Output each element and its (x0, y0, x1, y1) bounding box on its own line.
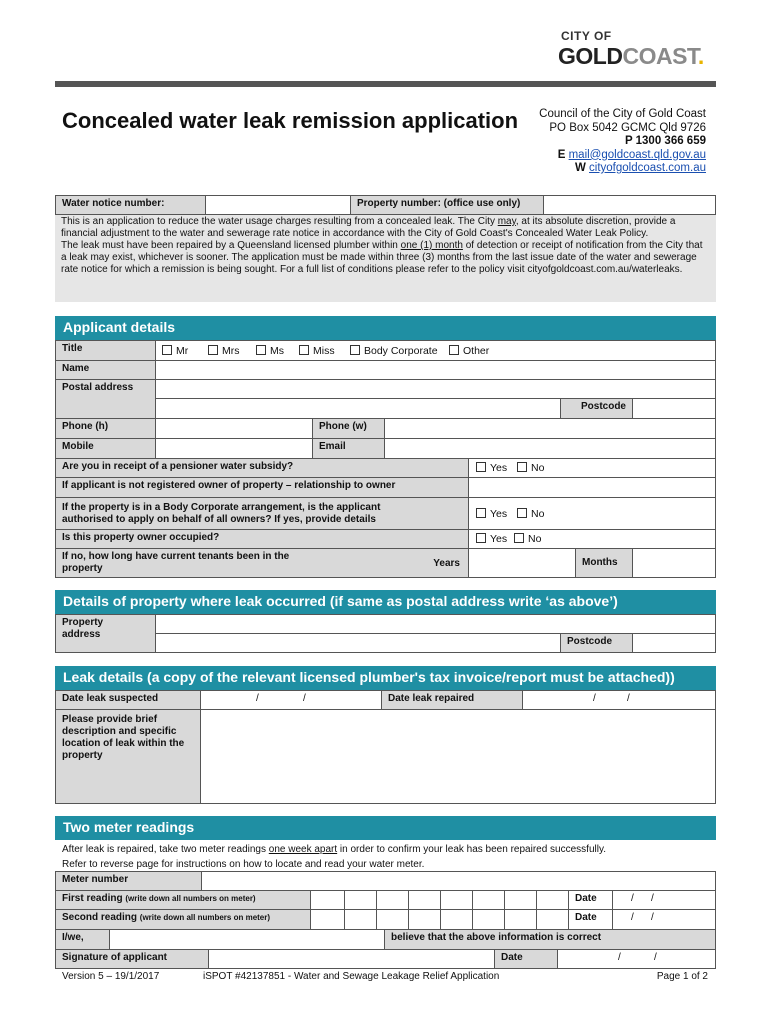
second-date-label: Date (568, 909, 613, 930)
title-label: Title (55, 340, 156, 361)
signature-date-label: Date (494, 949, 558, 969)
pensioner-yes[interactable] (476, 462, 507, 474)
intro-p2b: of detection or receipt of notification from the City that a leak may exist, whichever is sooner. The application must be made within three (3) months from the last issue date of the water and sewerage rate notice for which a remission is being sought. For a full list of conditions please refer to the policy visit cityofgoldcoast.com.au/waterleaks. (61, 240, 703, 275)
signature-date-slash-1: / (618, 952, 621, 963)
owner-occupied-no[interactable] (514, 533, 541, 545)
footer-ispot: iSPOT #42137851 - Water and Sewage Leakage Relief Application (203, 971, 500, 982)
leak-heading: Leak details (a copy of the relevant licensed plumber's tax invoice/report must be attached)) (55, 666, 716, 690)
body-corporate-no[interactable] (517, 508, 544, 520)
title-miss[interactable] (299, 345, 335, 357)
contact-org: Council of the City of Gold Coast (539, 108, 706, 120)
leak-description-field[interactable] (200, 709, 716, 804)
intro-p1a: This is an application to reduce the water usage charges resulting from a concealed leak. The City (61, 216, 498, 227)
pensioner-question: Are you in receipt of a pensioner water subsidy? (55, 458, 469, 478)
body-corporate-no-label: No (531, 508, 545, 520)
logo-coast: COAST (622, 43, 698, 69)
meter-instructions-2: Refer to reverse page for instructions on how to locate and read your water meter. (62, 859, 425, 870)
first-date-field[interactable] (612, 890, 716, 910)
date-suspected-label: Date leak suspected (55, 690, 201, 710)
checkbox-icon (517, 462, 527, 472)
second-reading-hint: (write down all numbers on meter) (139, 913, 271, 922)
second-reading-text: Second reading (62, 912, 138, 923)
body-corporate-yes[interactable] (476, 508, 507, 520)
title-body-corporate[interactable] (350, 345, 438, 357)
property-address-field-1[interactable] (155, 614, 716, 634)
date-suspected-slash-2: / (303, 693, 306, 704)
checkbox-icon (350, 345, 360, 355)
title-mrs[interactable] (208, 345, 240, 357)
contact-block (539, 108, 706, 176)
first-reading-hint: (write down all numbers on meter) (125, 894, 256, 903)
name-field[interactable] (155, 360, 716, 380)
title-ms[interactable] (256, 345, 284, 357)
first-reading-digit[interactable] (536, 890, 569, 910)
contact-po: PO Box 5042 GCMC Qld 9726 (549, 121, 706, 134)
web-prefix: W (574, 162, 590, 174)
contact-phone: P 1300 366 659 (624, 135, 706, 147)
date-suspected-slash-1: / (256, 693, 259, 704)
mobile-label: Mobile (55, 438, 156, 459)
signature-date-field[interactable] (557, 949, 716, 969)
postal-address-field-1[interactable] (155, 379, 716, 399)
meter-heading: Two meter readings (55, 816, 716, 840)
postcode-label: Postcode (560, 398, 633, 419)
mobile-field[interactable] (155, 438, 313, 459)
signature-label: Signature of applicant (55, 949, 209, 969)
second-reading-digit[interactable] (408, 909, 441, 930)
leak-description-label-text: Please provide brief description and specific location of leak within the property (62, 714, 185, 761)
second-date-slash-2: / (651, 912, 654, 923)
checkbox-icon (449, 345, 459, 355)
second-reading-digit[interactable] (440, 909, 473, 930)
meter-number-label: Meter number (55, 871, 202, 891)
first-date-slash-1: / (631, 893, 634, 904)
checkbox-icon (476, 462, 486, 472)
date-repaired-label: Date leak repaired (381, 690, 523, 710)
intro-p1u: may (497, 216, 516, 227)
body-corporate-yes-label: Yes (490, 508, 508, 520)
second-reading-digit[interactable] (472, 909, 505, 930)
relationship-label: If applicant is not registered owner of property – relationship to owner (55, 477, 469, 498)
iwe-field[interactable] (109, 929, 385, 950)
logo-city-of: CITY OF (561, 29, 612, 43)
first-reading-digit[interactable] (408, 890, 441, 910)
owner-occupied-yes-label: Yes (490, 533, 508, 545)
first-date-slash-2: / (651, 893, 654, 904)
signature-field[interactable] (208, 949, 495, 969)
first-reading-digit[interactable] (440, 890, 473, 910)
meter-text1b: in order to confirm your leak has been repaired successfully. (337, 844, 606, 855)
signature-date-slash-2: / (654, 952, 657, 963)
title-other[interactable] (449, 345, 489, 357)
title-ms-label: Ms (270, 345, 284, 357)
second-reading-digit[interactable] (376, 909, 409, 930)
second-reading-digit[interactable] (310, 909, 345, 930)
second-reading-label (55, 909, 311, 930)
header-rule (55, 81, 716, 87)
meter-instructions-1 (62, 842, 606, 857)
checkbox-icon (299, 345, 309, 355)
title-mr[interactable] (162, 345, 188, 357)
first-reading-text: First reading (62, 893, 123, 904)
phone-h-label: Phone (h) (55, 418, 156, 439)
second-date-slash-1: / (631, 912, 634, 923)
first-reading-digit[interactable] (504, 890, 537, 910)
footer-version: Version 5 – 19/1/2017 (62, 971, 160, 982)
date-repaired-slash-2: / (627, 693, 630, 704)
pensioner-yes-label: Yes (490, 462, 508, 474)
date-suspected-field[interactable] (200, 690, 382, 710)
page-title: Concealed water leak remission application (62, 108, 519, 133)
intro-p1 (61, 216, 710, 240)
checkbox-icon (162, 345, 172, 355)
property-postcode-label: Postcode (560, 633, 633, 653)
body-corporate-question (55, 497, 469, 530)
intro-p1b: , at its absolute discretion, provide a financial adjustment to the water and sewerage rate notice in accordance with the City of Gold Coast's Concealed Water Leak Policy. (61, 216, 676, 239)
property-address-label (55, 614, 156, 653)
believe-statement: believe that the above information is correct (384, 929, 716, 950)
intro-p2a: The leak must have been repaired by a Queensland licensed plumber within (61, 240, 401, 251)
name-label: Name (55, 360, 156, 380)
second-date-field[interactable] (612, 909, 716, 930)
owner-occupied-yes[interactable] (476, 533, 507, 545)
email-prefix: E (557, 148, 569, 161)
second-reading-digit[interactable] (344, 909, 377, 930)
date-repaired-field[interactable] (522, 690, 716, 710)
title-mrs-label: Mrs (222, 345, 240, 357)
tenants-question: If no, how long have current tenants been in the property (62, 551, 290, 574)
title-mr-label: Mr (176, 345, 189, 357)
leak-description-label (55, 709, 201, 804)
contact-email-line (539, 149, 706, 163)
gold-coast-logo (558, 43, 704, 70)
postal-address-label: Postal address (55, 379, 156, 419)
body-corporate-question-text: If the property is in a Body Corporate arrangement, is the applicant authorised to apply on behalf of all owners? If yes, provide details (62, 502, 381, 525)
pensioner-no[interactable] (517, 462, 544, 474)
property-address-label-text: Property address (62, 617, 104, 640)
first-reading-digit[interactable] (344, 890, 377, 910)
intro-p2u: one (1) month (400, 240, 463, 251)
intro-text (55, 215, 716, 302)
iwe-label: I/we, (55, 929, 110, 950)
property-heading: Details of property where leak occurred (if same as postal address write ‘as above’) (55, 590, 716, 614)
first-reading-digit[interactable] (472, 890, 505, 910)
pensioner-no-label: No (531, 462, 545, 474)
first-reading-label (55, 890, 311, 910)
first-date-label: Date (568, 890, 613, 910)
property-number-label: Property number: (office use only) (350, 195, 544, 215)
meter-text1u: one week apart (268, 844, 338, 855)
checkbox-icon (517, 508, 527, 518)
phone-w-label: Phone (w) (312, 418, 385, 439)
months-label: Months (575, 548, 633, 578)
intro-p2 (61, 240, 710, 276)
property-number-field[interactable] (543, 195, 716, 215)
phone-h-field[interactable] (155, 418, 313, 439)
second-reading-digit[interactable] (504, 909, 537, 930)
owner-occupied-no-label: No (528, 533, 542, 545)
phone-w-field[interactable] (384, 418, 716, 439)
months-field[interactable] (632, 548, 716, 578)
relationship-field[interactable] (468, 477, 716, 498)
property-address-field-2[interactable] (155, 633, 561, 653)
water-notice-label: Water notice number: (55, 195, 206, 215)
first-reading-digit[interactable] (376, 890, 409, 910)
postal-address-field-2[interactable] (155, 398, 561, 419)
date-repaired-slash-1: / (593, 693, 596, 704)
checkbox-icon (256, 345, 266, 355)
checkbox-icon (476, 508, 486, 518)
years-field[interactable] (468, 548, 576, 578)
title-miss-label: Miss (313, 345, 335, 357)
owner-occupied-question: Is this property owner occupied? (55, 529, 469, 549)
years-label: Years (433, 558, 460, 569)
logo-dot: . (697, 43, 704, 69)
applicant-heading: Applicant details (55, 316, 716, 340)
meter-text1a: After leak is repaired, take two meter readings (62, 844, 269, 855)
title-other-label: Other (463, 345, 490, 357)
email-field[interactable] (384, 438, 716, 459)
property-postcode-field[interactable] (632, 633, 716, 653)
contact-web-line (539, 162, 706, 176)
logo-gold: GOLD (558, 43, 623, 69)
meter-number-field[interactable] (201, 871, 716, 891)
title-body-corporate-label: Body Corporate (364, 345, 438, 357)
postcode-field[interactable] (632, 398, 716, 419)
footer-page: Page 1 of 2 (656, 971, 708, 982)
tenants-row (55, 548, 469, 578)
checkbox-icon (514, 533, 524, 543)
meter-instructions (62, 842, 606, 872)
web-link[interactable]: cityofgoldcoast.com.au (589, 162, 706, 174)
first-reading-digit[interactable] (310, 890, 345, 910)
water-notice-field[interactable] (205, 195, 351, 215)
email-link[interactable]: mail@goldcoast.qld.gov.au (568, 148, 706, 161)
checkbox-icon (476, 533, 486, 543)
email-label: Email (312, 438, 385, 459)
checkbox-icon (208, 345, 218, 355)
second-reading-digit[interactable] (536, 909, 569, 930)
